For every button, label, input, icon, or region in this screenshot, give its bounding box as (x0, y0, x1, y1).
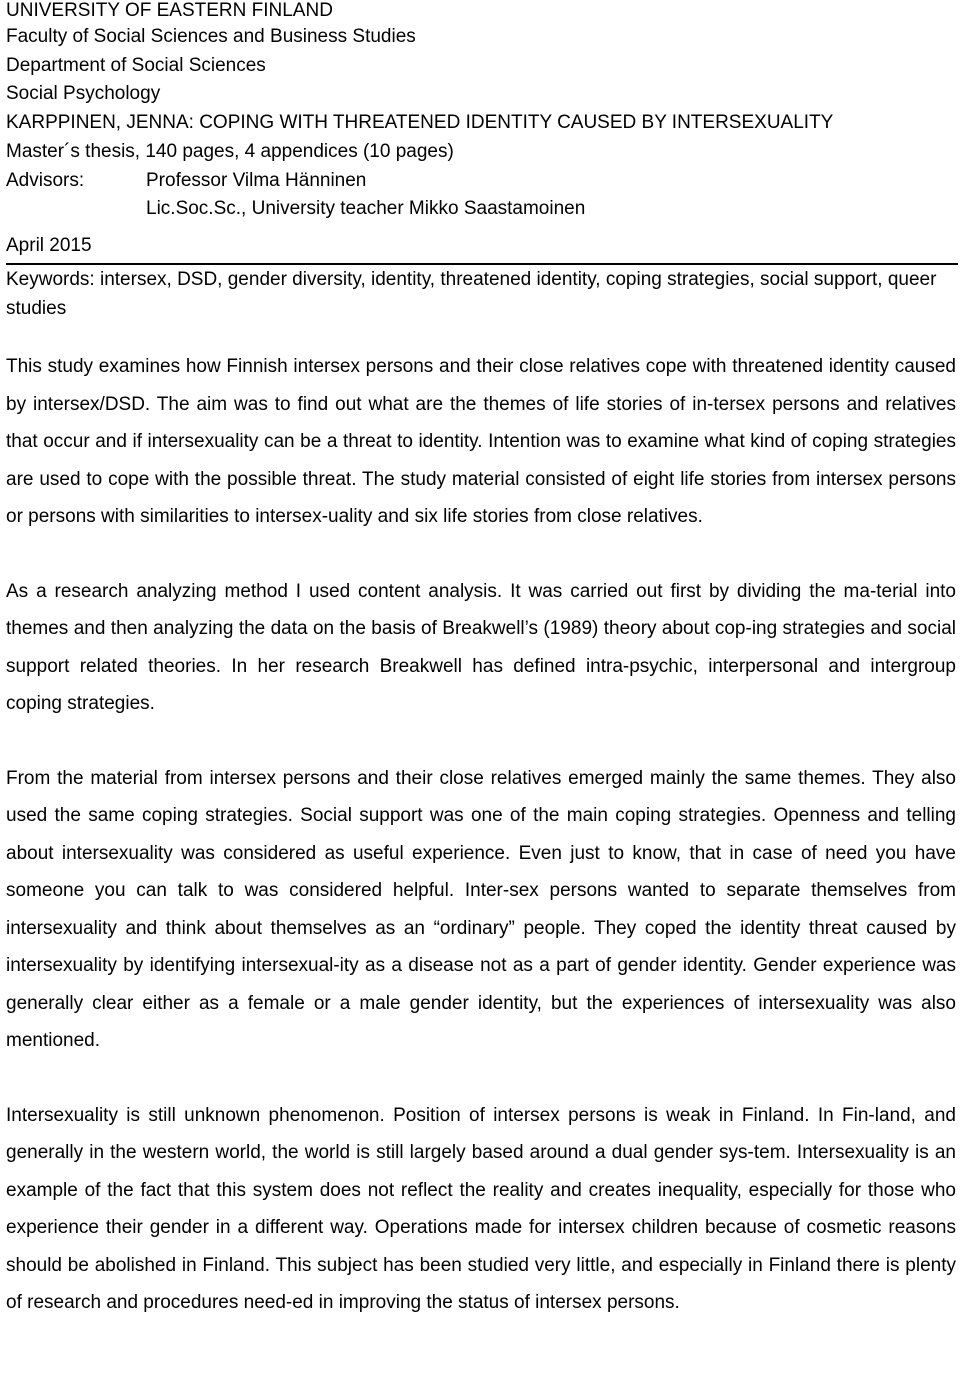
department-name: Department of Social Sciences (6, 54, 266, 76)
abstract-paragraph-3: From the material from intersex persons and their close relatives emerged mainly the same themes. They also used the same coping strategies. Social support was one of the main coping strategies. Openness and telling about intersexuality was considered as useful experience. Even just to know, that in case of need you have someone you can talk to was considered helpful. Inter-sex persons wanted to separate themselves from intersexuality and think about themselves as an “ordinary” people. They coped the identity threat caused by intersexuality by identifying intersexual-ity as a disease not as a part of gender identity. Gender experience was generally clear either as a female or a male gender identity, but the experiences of intersexuality was also mentioned. (6, 767, 956, 1051)
subject-name: Social Psychology (6, 83, 161, 105)
advisor-1: Professor Vilma Hänninen (146, 169, 367, 191)
advisors-row (6, 167, 956, 196)
abstract-body (6, 348, 956, 1359)
faculty-name: Faculty of Social Sciences and Business Studies (6, 26, 416, 47)
thesis-date: April 2015 (6, 235, 92, 256)
keywords: Keywords: intersex, DSD, gender diversity, identity, threatened identity, coping strategies, social support, queer studies (6, 269, 937, 319)
abstract-paragraph-2: As a research analyzing method I used content analysis. It was carried out first by dividing the ma-terial into themes and then analyzing the data on the basis of Breakwell’s (1989) theory about cop-ing strategies and social support related theories. In her research Breakwell has defined intra-psychic, interpersonal and intergroup coping strategies. (6, 580, 956, 714)
abstract-paragraph-1: This study examines how Finnish intersex persons and their close relatives cope with threatened identity caused by intersex/DSD. The aim was to find out what are the themes of life stories of in-tersex persons and relatives that occur and if intersexuality can be a threat to identity. Intention was to examine what kind of coping strategies are used to cope with the possible threat. The study material consisted of eight life stories from intersex persons or persons with similarities to intersex-uality and six life stories from close relatives. (6, 356, 956, 527)
thesis-title: KARPPINEN, JENNA: COPING WITH THREATENED IDENTITY CAUSED BY INTERSEXUALITY (6, 112, 834, 134)
university-name: UNIVERSITY OF EASTERN FINLAND (6, 0, 333, 21)
abstract-paragraph-4: Intersexuality is still unknown phenomenon. Position of intersex persons is weak in Finland. In Fin-land, and generally in the western world, the world is still largely based around a dual gender sys-tem. Intersexuality is an example of the fact that this system does not reflect the reality and creates inequality, especially for those who experience their gender in a different way. Operations made for intersex children because of cosmetic reasons should be abolished in Finland. This subject has been studied very little, and especially in Finland there is plenty of research and procedures need-ed in improving the status of intersex persons. (6, 1104, 956, 1313)
thesis-header (6, 0, 956, 224)
thesis-info: Master´s thesis, 140 pages, 4 appendices (10 pages) (6, 140, 454, 162)
advisor-2: Lic.Soc.Sc., University teacher Mikko Saastamoinen (146, 198, 586, 220)
advisors-label: Advisors: (6, 169, 85, 191)
